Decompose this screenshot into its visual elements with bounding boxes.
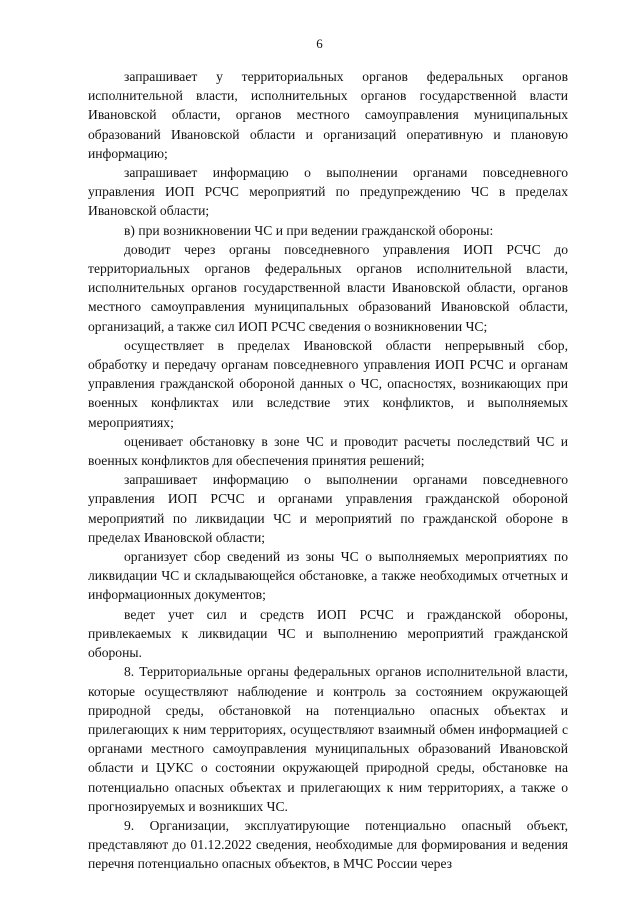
paragraph-item-9: 9. Организации, эксплуатирующие потенциально опасный объект, представляют до 01.12.2022 сведения, необходимые для формирования и ведения перечня потенциально опасных объектов, в МЧС России через <box>88 817 568 872</box>
paragraph-forces-accounting: ведет учет сил и средств ИОП РСЧС и гражданской обороны, привлекаемых к ликвидации ЧС и выполнению мероприятий гражданской обороны. <box>88 606 568 661</box>
paragraph-request-operational-info: запрашивает у территориальных органов федеральных органов исполнительной власти, исполнительных органов государственной власти Ивановской области, органов местного самоуправления муниципальных образований Ивановской области и организаций оперативную и плановую информацию; <box>88 69 568 161</box>
paragraph-continuous-data-collection: осуществляет в пределах Ивановской области непрерывный сбор, обработку и передачу органам повседневного управления ИОП РСЧС и органам управления гражданской обороной данных о ЧС, опасностях, возникающих при военных конфликтах или вследствие этих конфликтов, и выполняемых мероприятиях; <box>88 337 568 430</box>
paragraph-section-v-heading: в) при возникновении ЧС и при ведении гражданской обороны: <box>124 222 494 238</box>
paragraph-item-8: 8. Территориальные органы федеральных органов исполнительной власти, которые осуществляют наблюдение и контроль за состоянием окружающей природной среды, обстановкой на потенциально опасных объектах и прилегающих к ним территориях, осуществляют взаимный обмен информацией с органами местного самоуправления муниципальных образований Ивановской области и ЦУКС о состоянии окружающей природной среды, обстановке на потенциально опасных объектах и прилегающих к ним территориях, а также о прогнозируемых и возникших ЧС. <box>88 664 568 814</box>
page-number: 6 <box>316 36 323 51</box>
paragraph-request-prevention-info: запрашивает информацию о выполнении органами повседневного управления ИОП РСЧС мероприятий по предупреждению ЧС в пределах Ивановской области; <box>88 165 568 219</box>
document-body <box>88 67 568 874</box>
paragraph-request-liquidation-info: запрашивает информацию о выполнении органами повседневного управления ИОП РСЧС и органами управления гражданской обороной мероприятий по ликвидации ЧС и мероприятий по гражданской обороне в пределах Ивановской области; <box>88 472 568 545</box>
paragraph-collect-zone-info: организует сбор сведений из зоны ЧС о выполняемых мероприятиях по ликвидации ЧС и складывающейся обстановке, а также необходимых отчетных и информационных документов; <box>88 549 568 603</box>
paragraph-situation-assessment: оценивает обстановку в зоне ЧС и проводит расчеты последствий ЧС и военных конфликтов для обеспечения принятия решений; <box>88 433 568 469</box>
paragraph-deliver-emergency-info: доводит через органы повседневного управления ИОП РСЧС до территориальных органов федеральных органов исполнительной власти, исполнительных органов государственной власти Ивановской области, органов местного самоуправления муниципальных образований Ивановской области, организаций, а также сил ИОП РСЧС сведения о возникновении ЧС; <box>88 241 568 334</box>
